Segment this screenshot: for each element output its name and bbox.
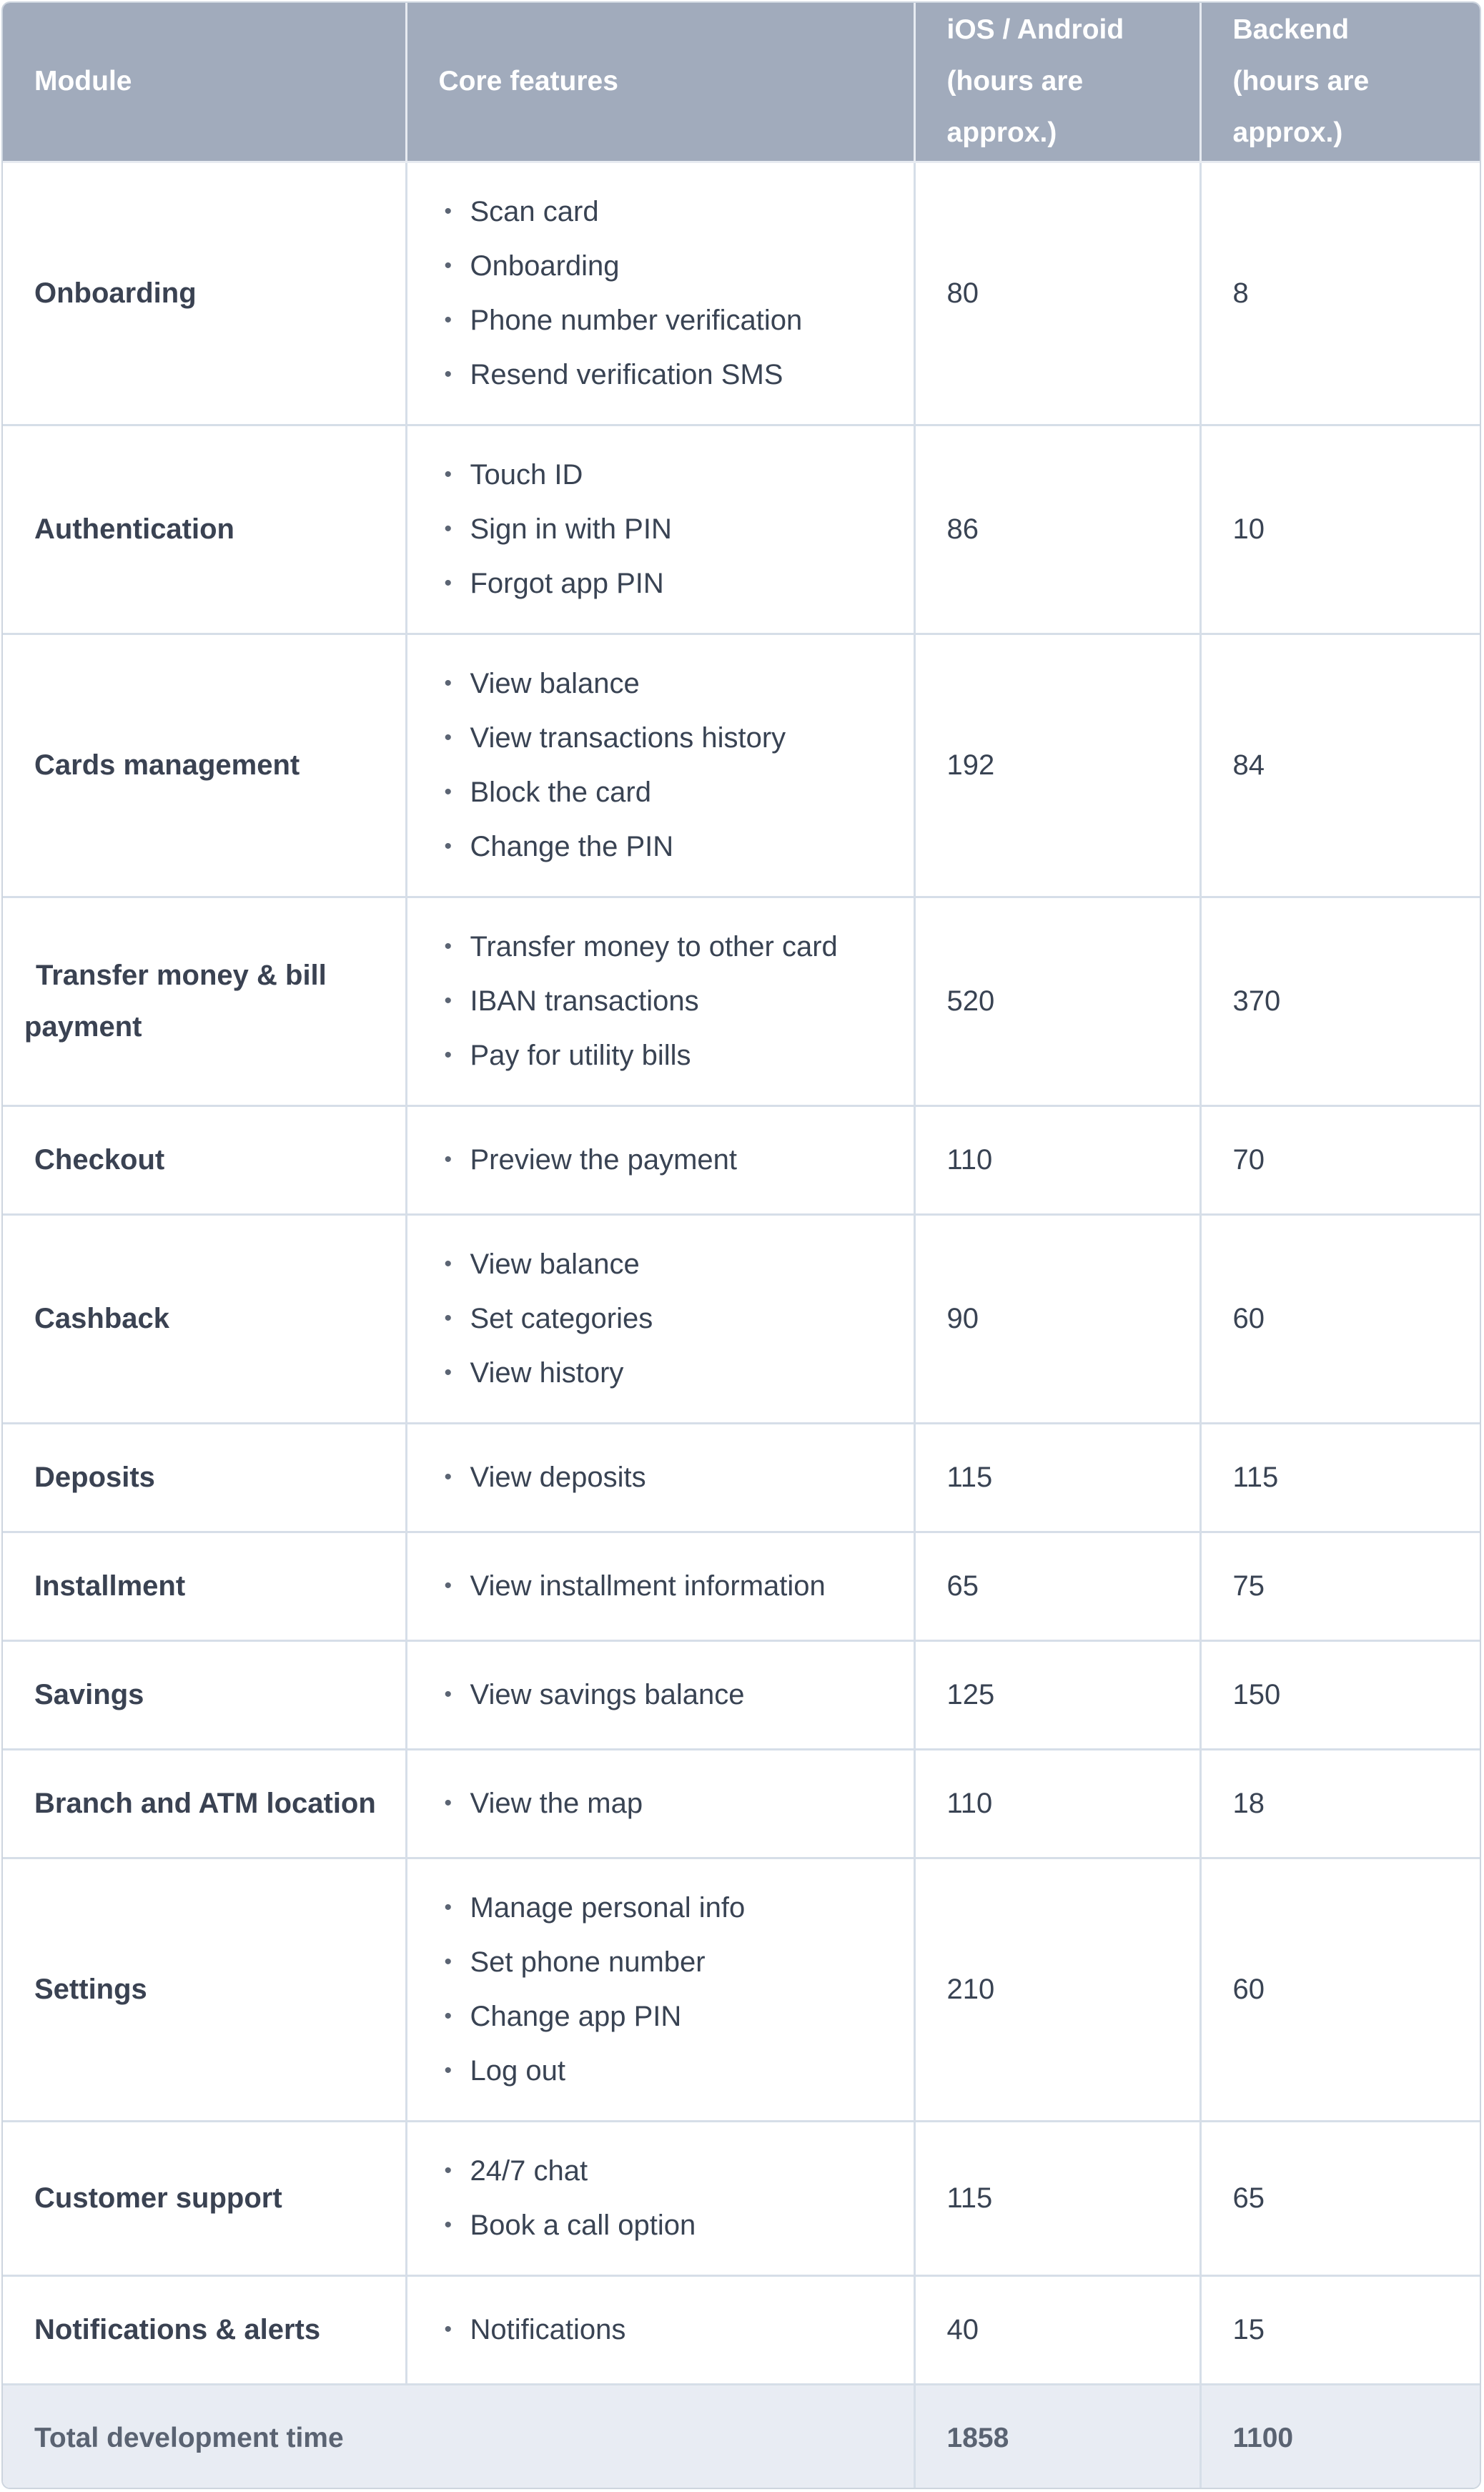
bullet-icon: • [444, 1574, 452, 1597]
feature-item: • View history [439, 1346, 914, 1400]
backend-hours: 65 [1200, 2121, 1481, 2275]
bullet-icon: • [444, 200, 452, 223]
bullet-icon: • [444, 1683, 452, 1706]
table-row [3, 1105, 1481, 1214]
backend-hours: 75 [1200, 1532, 1481, 1640]
feature-item: • Change app PIN [439, 1989, 914, 2044]
header-backend-line1: Backend [1232, 14, 1350, 46]
feature-item: • Touch ID [439, 448, 914, 502]
ios-hours: 110 [914, 1749, 1200, 1858]
bullet-icon: • [444, 571, 452, 595]
feature-item: • Resend verification SMS [439, 348, 914, 402]
total-ios-hours: 1858 [914, 2384, 1200, 2489]
feature-item: • Block the card [439, 765, 914, 819]
bullet-icon: • [444, 1950, 452, 1974]
header-backend [1200, 3, 1481, 162]
features-list [439, 1776, 914, 1831]
table-row [3, 425, 1481, 634]
header-module [3, 3, 406, 162]
bullet-icon: • [444, 1896, 452, 1919]
backend-hours: 15 [1200, 2275, 1481, 2384]
backend-hours: 84 [1200, 634, 1481, 897]
bullet-icon: • [444, 1791, 452, 1815]
bullet-icon: • [444, 2004, 452, 2028]
header-ios-android [914, 3, 1200, 162]
header-ios-line1: iOS / Android [946, 14, 1124, 46]
features-list [439, 2144, 914, 2252]
bullet-icon: • [444, 1043, 452, 1067]
estimate-table-container [1, 1, 1481, 2489]
ios-hours: 110 [914, 1105, 1200, 1214]
feature-item: • View balance [439, 1237, 914, 1291]
feature-item: • Scan card [439, 184, 914, 239]
module-name: Notifications & alerts [3, 2275, 406, 2384]
backend-hours: 370 [1200, 897, 1481, 1105]
feature-item: • View installment information [439, 1559, 914, 1613]
module-name: Transfer money & bill payment [3, 897, 406, 1105]
feature-item: • Preview the payment [439, 1133, 914, 1187]
table-row [3, 1640, 1481, 1749]
module-name: Installment [3, 1532, 406, 1640]
bullet-icon: • [444, 2059, 452, 2082]
features-cell [406, 1749, 914, 1858]
backend-hours: 10 [1200, 425, 1481, 634]
bullet-icon: • [444, 2213, 452, 2237]
backend-hours: 60 [1200, 1214, 1481, 1423]
features-cell [406, 162, 914, 425]
module-name: Branch and ATM location [3, 1749, 406, 1858]
ios-hours: 210 [914, 1858, 1200, 2121]
features-cell [406, 1423, 914, 1532]
header-core-features [406, 3, 914, 162]
feature-item: • Pay for utility bills [439, 1028, 914, 1083]
feature-item: • Change the PIN [439, 819, 914, 874]
ios-hours: 192 [914, 634, 1200, 897]
feature-item: • View deposits [439, 1450, 914, 1504]
feature-item: • IBAN transactions [439, 974, 914, 1028]
feature-item: • Notifications [439, 2303, 914, 2357]
ios-hours: 80 [914, 162, 1200, 425]
features-list [439, 2303, 914, 2357]
bullet-icon: • [444, 935, 452, 958]
ios-hours: 90 [914, 1214, 1200, 1423]
backend-hours: 150 [1200, 1640, 1481, 1749]
table-row [3, 634, 1481, 897]
bullet-icon: • [444, 726, 452, 749]
features-list [439, 656, 914, 874]
bullet-icon: • [444, 671, 452, 695]
table-row [3, 2121, 1481, 2275]
features-cell [406, 897, 914, 1105]
bullet-icon: • [444, 1306, 452, 1330]
table-row [3, 162, 1481, 425]
bullet-icon: • [444, 1465, 452, 1489]
ios-hours: 40 [914, 2275, 1200, 2384]
header-ios-line2: (hours are approx.) [946, 66, 1084, 149]
header-core-features-label: Core features [438, 66, 618, 97]
features-cell [406, 1640, 914, 1749]
table-row [3, 1858, 1481, 2121]
table-row [3, 1532, 1481, 1640]
bullet-icon: • [444, 2159, 452, 2182]
bullet-icon: • [444, 2318, 452, 2341]
module-name: Deposits [3, 1423, 406, 1532]
feature-item: • Manage personal info [439, 1881, 914, 1935]
feature-item: • Log out [439, 2044, 914, 2098]
module-name: Cashback [3, 1214, 406, 1423]
total-label: Total development time [3, 2384, 406, 2489]
table-row [3, 2275, 1481, 2384]
bullet-icon: • [444, 463, 452, 486]
feature-item: • Sign in with PIN [439, 502, 914, 556]
ios-hours: 86 [914, 425, 1200, 634]
backend-hours: 115 [1200, 1423, 1481, 1532]
bullet-icon: • [444, 254, 452, 277]
module-name: Cards management [3, 634, 406, 897]
features-list [439, 1881, 914, 2098]
feature-item: • Forgot app PIN [439, 556, 914, 611]
features-list [439, 184, 914, 402]
table-row [3, 1214, 1481, 1423]
header-row [3, 3, 1481, 162]
feature-item: • View balance [439, 656, 914, 711]
header-module-label: Module [34, 66, 132, 97]
features-cell [406, 1858, 914, 2121]
features-cell [406, 1532, 914, 1640]
bullet-icon: • [444, 1148, 452, 1171]
module-name: Savings [3, 1640, 406, 1749]
feature-item: • Phone number verification [439, 293, 914, 348]
module-name: Authentication [3, 425, 406, 634]
bullet-icon: • [444, 989, 452, 1013]
feature-item: • 24/7 chat [439, 2144, 914, 2198]
features-cell [406, 634, 914, 897]
feature-item: • Onboarding [439, 239, 914, 293]
features-list [439, 1668, 914, 1722]
module-name: Checkout [3, 1105, 406, 1214]
module-name: Settings [3, 1858, 406, 2121]
total-row [3, 2384, 1481, 2489]
backend-hours: 8 [1200, 162, 1481, 425]
features-cell [406, 2275, 914, 2384]
table-row [3, 1749, 1481, 1858]
module-name: Onboarding [3, 162, 406, 425]
features-list [439, 920, 914, 1083]
bullet-icon: • [444, 363, 452, 386]
ios-hours: 115 [914, 1423, 1200, 1532]
ios-hours: 520 [914, 897, 1200, 1105]
feature-item: • View the map [439, 1776, 914, 1831]
bullet-icon: • [444, 1252, 452, 1276]
backend-hours: 60 [1200, 1858, 1481, 2121]
bullet-icon: • [444, 308, 452, 332]
features-list [439, 1559, 914, 1613]
features-list [439, 1237, 914, 1400]
table-row [3, 897, 1481, 1105]
features-cell [406, 425, 914, 634]
feature-item: • View transactions history [439, 711, 914, 765]
estimate-table [3, 3, 1481, 2489]
total-spacer [406, 2384, 914, 2489]
feature-item: • Book a call option [439, 2198, 914, 2252]
ios-hours: 115 [914, 2121, 1200, 2275]
ios-hours: 125 [914, 1640, 1200, 1749]
features-list [439, 1133, 914, 1187]
table-row [3, 1423, 1481, 1532]
ios-hours: 65 [914, 1532, 1200, 1640]
features-cell [406, 2121, 914, 2275]
features-cell [406, 1105, 914, 1214]
feature-item: • View savings balance [439, 1668, 914, 1722]
feature-item: • Transfer money to other card [439, 920, 914, 974]
bullet-icon: • [444, 517, 452, 541]
features-list [439, 1450, 914, 1504]
backend-hours: 70 [1200, 1105, 1481, 1214]
total-backend-hours: 1100 [1200, 2384, 1481, 2489]
backend-hours: 18 [1200, 1749, 1481, 1858]
bullet-icon: • [444, 1361, 452, 1384]
bullet-icon: • [444, 834, 452, 858]
feature-item: • Set categories [439, 1291, 914, 1346]
header-backend-line2: (hours are approx.) [1232, 66, 1370, 149]
features-cell [406, 1214, 914, 1423]
features-list [439, 448, 914, 611]
module-name: Customer support [3, 2121, 406, 2275]
feature-item: • Set phone number [439, 1935, 914, 1989]
bullet-icon: • [444, 780, 452, 804]
